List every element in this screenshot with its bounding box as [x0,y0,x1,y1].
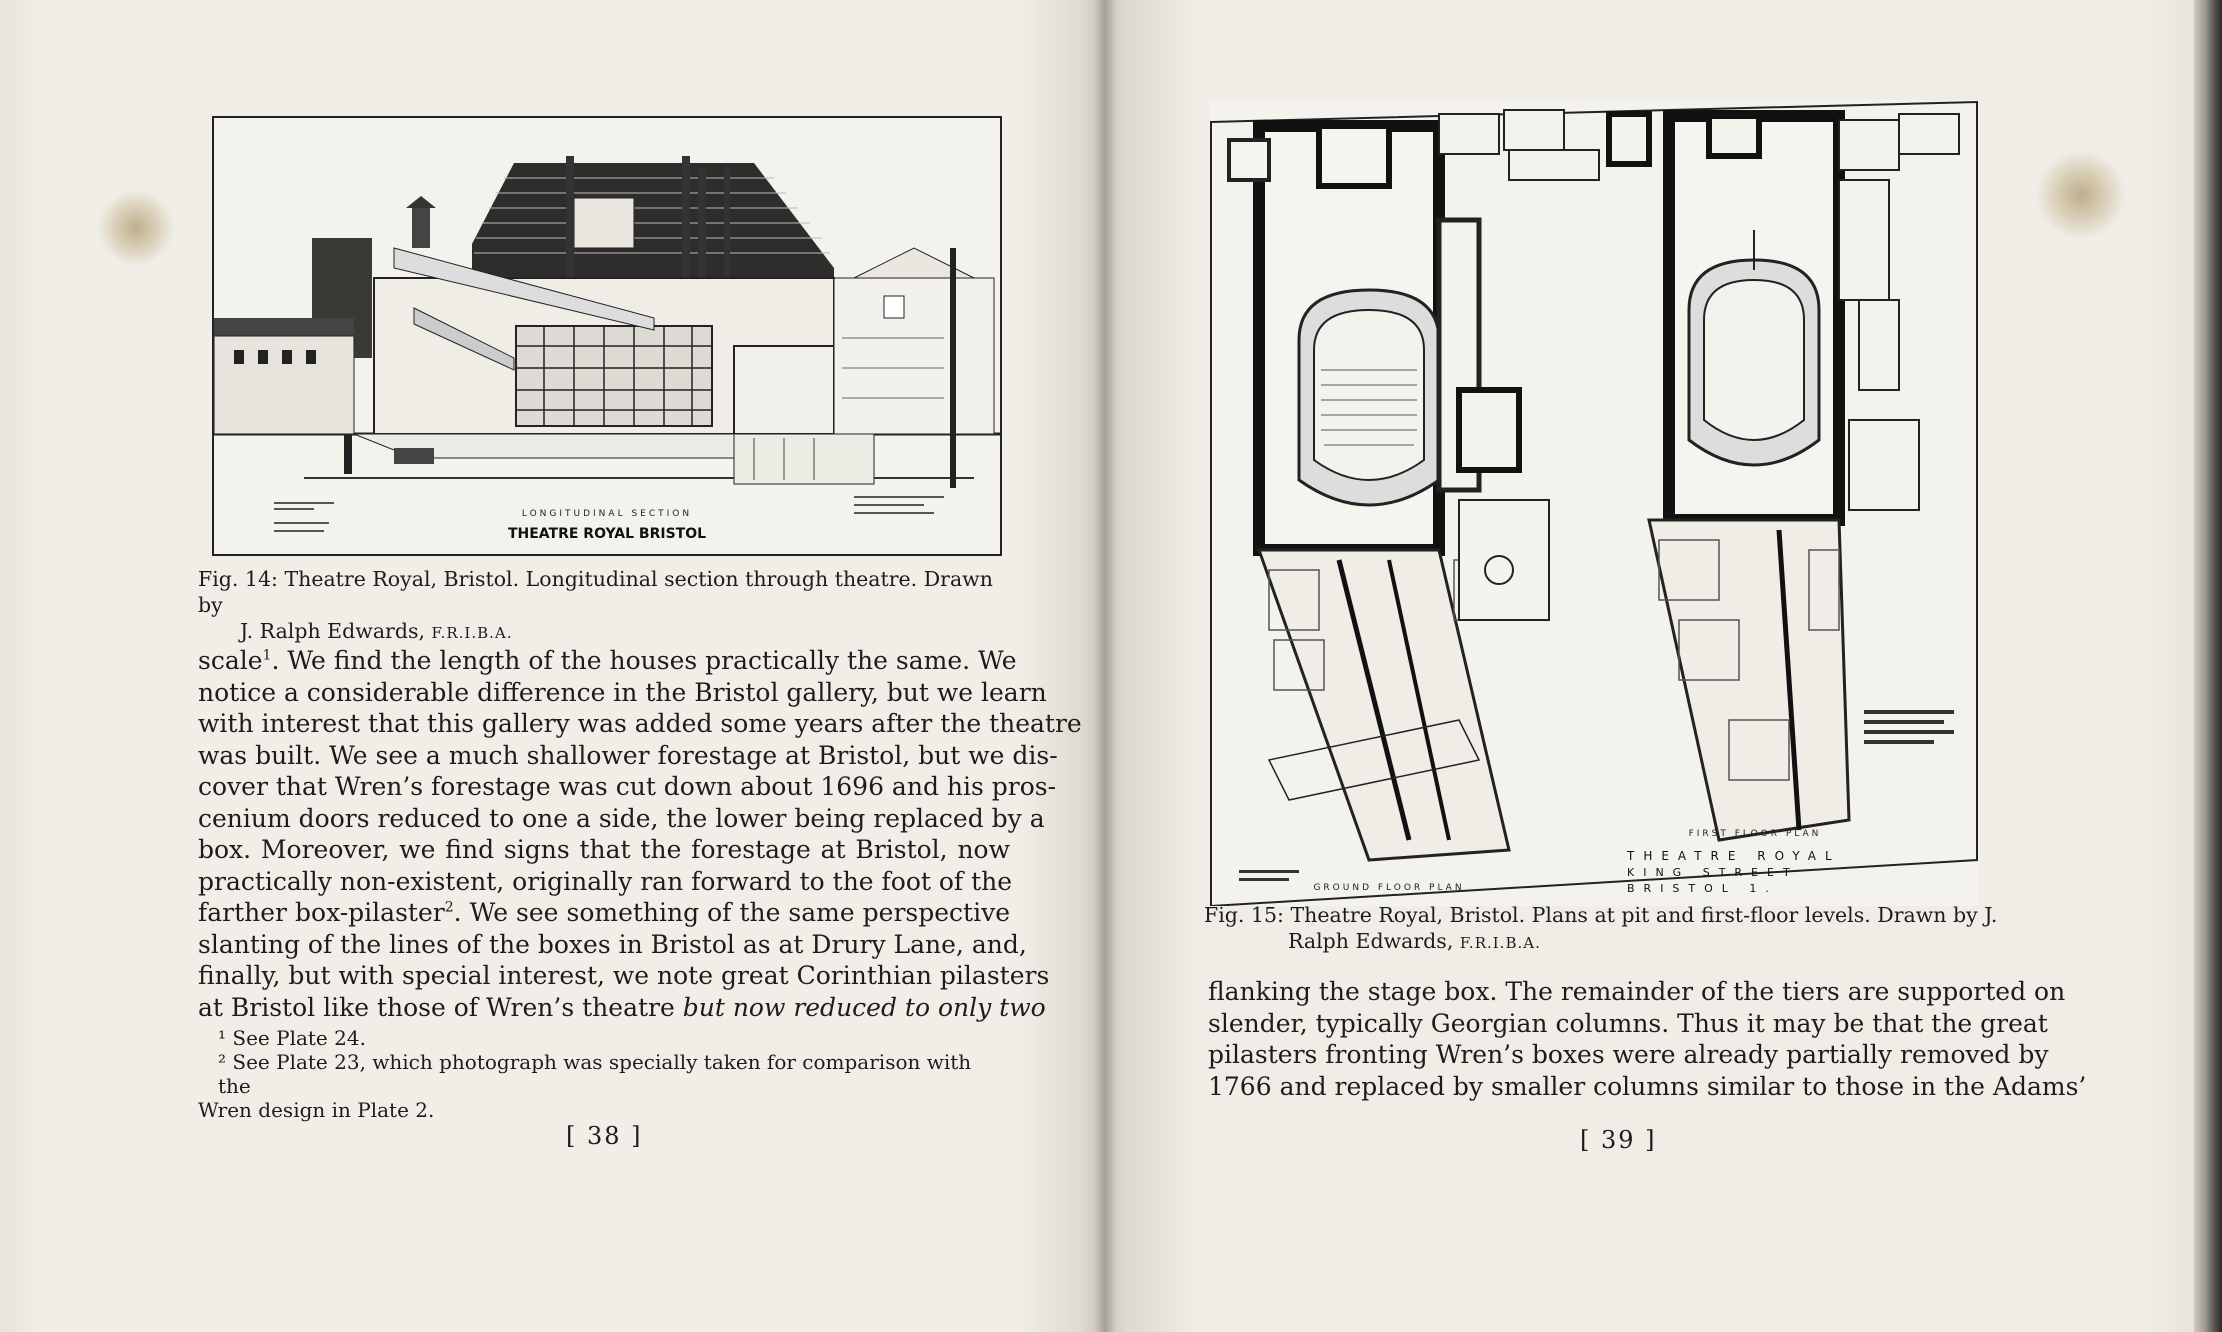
caption-line-2 [198,618,1010,646]
book-gutter [1094,0,1116,1332]
footnotes [198,1026,1010,1122]
caption-author: Ralph Edwards, [1288,929,1460,953]
section-drawing-svg [214,118,1000,554]
page-number-left: [ 38 ] [566,1122,643,1150]
plan-title-line-1: THEATRE ROYAL [1627,849,1841,863]
text-line: farther box-pilaster$^2$. We see something of the same perspective [198,898,1010,927]
text-line: scale$^1$. We find the length of the houses practically the same. We [198,646,1017,675]
caption-line-1: Fig. 15: Theatre Royal, Bristol. Plans at pit and first-floor levels. Drawn by J. [1204,903,1998,927]
text-line: at Bristol like those of Wren’s theatre but now reduced to only two [198,992,1046,1022]
left-body-text [198,645,1082,1023]
footnote-2: ² See Plate 23, which photograph was specially taken for comparison with the [218,1050,972,1098]
book-edge [2194,0,2222,1332]
plans-drawing-svg [1209,100,1979,906]
text-line: flanking the stage box. The remainder of the tiers are supported on [1208,977,2066,1006]
text-line: slender, typically Georgian columns. Thus it may be that the great [1208,1008,2048,1038]
caption-line-2 [1204,928,2024,956]
plan-title-line-2: KING STREET [1627,866,1799,879]
text-line: notice a considerable difference in the Bristol gallery, but we learn [198,677,1047,707]
caption-credential: F.R.I.B.A. [1459,934,1541,952]
text-line: box. Moreover, we find signs that the forestage at Bristol, now [198,835,1010,864]
text-line: slanting of the lines of the boxes in Bristol as at Drury Lane, and, [198,929,1027,959]
right-body-text [1208,976,2087,1102]
text-line: cenium doors reduced to one a side, the lower being replaced by a [198,803,1045,833]
ground-floor-plan-label: GROUND FLOOR PLAN [1313,883,1465,893]
text-line: with interest that this gallery was added some years after the theatre [198,709,1082,738]
caption-line-1: Fig. 14: Theatre Royal, Bristol. Longitudinal section through theatre. Drawn by [198,567,993,617]
footnote-1: ¹ See Plate 24. [218,1026,366,1050]
foxing-stain [96,192,176,264]
text-line: 1766 and replaced by smaller columns similar to those in the Adams’ [1208,1071,2087,1101]
left-page [0,0,1104,1332]
floor-plans-drawing [1209,100,1979,906]
drawing-subtitle: LONGITUDINAL SECTION [521,509,693,519]
footnote-2-cont: Wren design in Plate 2. [198,1098,435,1122]
page-number-right: [ 39 ] [1580,1126,1657,1154]
figure-15-caption [1204,902,2024,956]
text-line: finally, but with special interest, we note great Corinthian pilasters [198,961,1050,990]
text-line: cover that Wren’s forestage was cut down about 1696 and his pros- [198,772,1057,801]
longitudinal-section-drawing [212,116,1002,556]
foxing-stain [2036,152,2126,238]
drawing-title: THEATRE ROYAL BRISTOL [507,526,707,542]
caption-credential: F.R.I.B.A. [431,624,513,642]
first-floor-plan-label: FIRST FLOOR PLAN [1688,829,1822,839]
text-line: pilasters fronting Wren’s boxes were already partially removed by [1208,1040,2049,1069]
plan-title-line-3: BRISTOL 1. [1627,882,1778,895]
text-line: was built. We see a much shallower forestage at Bristol, but we dis- [198,740,1058,770]
caption-author: J. Ralph Edwards, [240,619,432,643]
figure-14-caption [198,566,1010,646]
text-line: practically non-existent, originally ran forward to the foot of the [198,866,1013,896]
